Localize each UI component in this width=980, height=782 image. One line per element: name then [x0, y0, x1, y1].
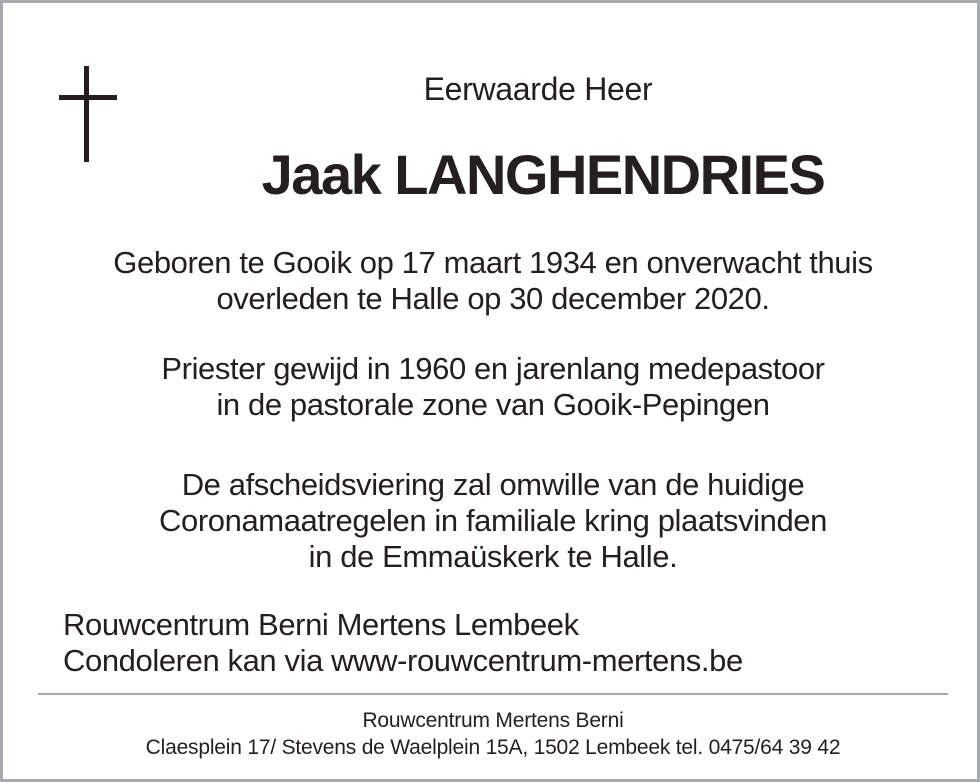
footer-address: Claesplein 17/ Stevens de Waelplein 15A, 1502 Lembeek tel. 0475/64 39 42	[145, 736, 841, 759]
condolence-line: Condoleren kan via www-rouwcentrum-mertens.be	[63, 643, 743, 678]
paragraph-line: in de pastorale zone van Gooik-Pepingen	[216, 387, 770, 422]
paragraph-line: Coronamaatregelen in familiale kring plaatsvinden	[159, 503, 827, 538]
paragraph-line: Priester gewijd in 1960 en jarenlang medepastoor	[161, 351, 825, 386]
honorific: Eerwaarde Heer	[423, 71, 653, 107]
priesthood-paragraph	[3, 351, 980, 423]
contact-block	[63, 607, 743, 679]
footer-company: Rouwcentrum Mertens Berni	[362, 709, 624, 732]
paragraph-line: Geboren te Gooik op 17 maart 1934 en onverwacht thuis	[113, 245, 873, 280]
paragraph-line: overleden te Halle op 30 december 2020.	[216, 281, 770, 316]
paragraph-line: in de Emmaüskerk te Halle.	[308, 539, 678, 574]
paragraph-line: De afscheidsviering zal omwille van de huidige	[181, 467, 805, 502]
footer	[3, 707, 980, 761]
ceremony-paragraph	[3, 467, 980, 575]
divider	[38, 693, 948, 695]
deceased-name: Jaak LANGHENDRIES	[261, 143, 825, 206]
funeral-home-line: Rouwcentrum Berni Mertens Lembeek	[63, 607, 579, 642]
birth-death-paragraph	[3, 245, 980, 317]
